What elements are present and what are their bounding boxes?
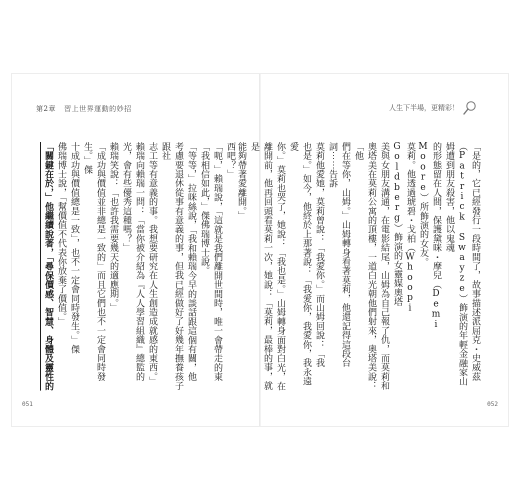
running-title: 人生下半場，更精彩！ <box>389 104 459 112</box>
paragraph: 佛瑞博士說，「幫價值不代表你放棄了價值。」 <box>56 142 66 327</box>
paragraph: 莫莉。他透過琥碧・戈柏（Whoopi Goldberg）飾演的女靈媒奧塔 <box>392 142 415 314</box>
chapter-title: 習上世界運動的妙招 <box>64 105 132 113</box>
highlighted-paragraph: 「關鍵在於，」他繼續說著，「尋保價感、智慧、身體及靈性的 <box>43 142 53 391</box>
magnifier-icon <box>462 100 478 116</box>
running-header <box>389 100 478 116</box>
paragraph: 你。」莫莉也哭了，她說：「我也是。」山姆轉身面對白光，在 <box>275 142 285 391</box>
paragraph: 「是的，它已經發行一段時間了，故事描述派屈克・史威茲 <box>470 142 480 382</box>
left-page <box>12 74 259 426</box>
paragraph: 「我相信如此，」傑佛瑞博士說。 <box>199 142 209 276</box>
paragraph: 奧塔美在莫莉公寓的頂樓，一道白光朝他們射來，奧塔美說：「他 <box>353 142 376 391</box>
paragraph: 賴瑞向賴瑞一問：「當你被介紹為『人人學習組織』總監的 <box>134 142 144 382</box>
left-body-text <box>36 142 236 394</box>
paragraph: 光，會有些優秀這種嗎？」 <box>121 142 131 253</box>
book-spread <box>12 74 508 426</box>
paragraph: 也是。」如今，他終於上那著說：「我愛你，我愛你，我永遠愛 <box>288 142 311 386</box>
paragraph: 們在等你，山姆。」山姆轉身看著莫莉，他還記得這段台詞⋯⋯告訴 <box>327 142 350 368</box>
paragraph: 美與女朋友溝通，在電影結尾，山姆為自己報了仇，而莫莉和 <box>379 142 389 391</box>
paragraph: 「等等，」拉咪絲說，「我和賴瑞今早的談話跟這個有關，他 <box>186 142 196 382</box>
paragraph: 莫莉他愛她，莫莉曾說：「我愛你。」而山姆回說：「我 <box>314 142 324 368</box>
page-number: 052 <box>487 401 498 408</box>
paragraph: 西吧？」 <box>225 142 235 179</box>
paragraph: 十成功與價值總是一致」，也不一定會同時發生。」傑 <box>69 142 79 354</box>
paragraph: 「成功與價值並非總是一致的」而且它們也不一定會同時發生。」傑 <box>82 142 105 382</box>
chapter-header <box>36 104 132 114</box>
paragraph: 能夠帶著愛離開。」 <box>236 142 246 221</box>
paragraph: （Patrick Swayze）飾演的年輕金融家山姆遭到朋友殺害，他以鬼魂 <box>444 142 467 386</box>
page-number: 051 <box>22 401 33 408</box>
paragraph: 「呃，」賴瑞說，「這就是我們離開世間時，唯一會帶走的東 <box>212 142 222 382</box>
paragraph: 志工等有意義的事。我想要研究在人生創造成就感的東西。」 <box>147 142 157 386</box>
paragraph: 賴瑞笑說：「也許我需要幾天的適應期。」 <box>108 142 118 313</box>
paragraph: 的形態留在人間，保護黛咪・摩兒（Demi Moore）所飾演的女友。 <box>418 142 441 330</box>
chapter-number: 第2章 <box>36 105 56 113</box>
right-page <box>236 74 508 426</box>
paragraph: 離開前，他再回頭看莫莉一次，她說：「莫莉，最棒的事，就是 <box>249 142 272 391</box>
right-body-text <box>236 142 481 394</box>
paragraph: 考慮要退休從事有意義的事，但我已經做好了好幾年撫養孩子跟社 <box>160 142 183 391</box>
